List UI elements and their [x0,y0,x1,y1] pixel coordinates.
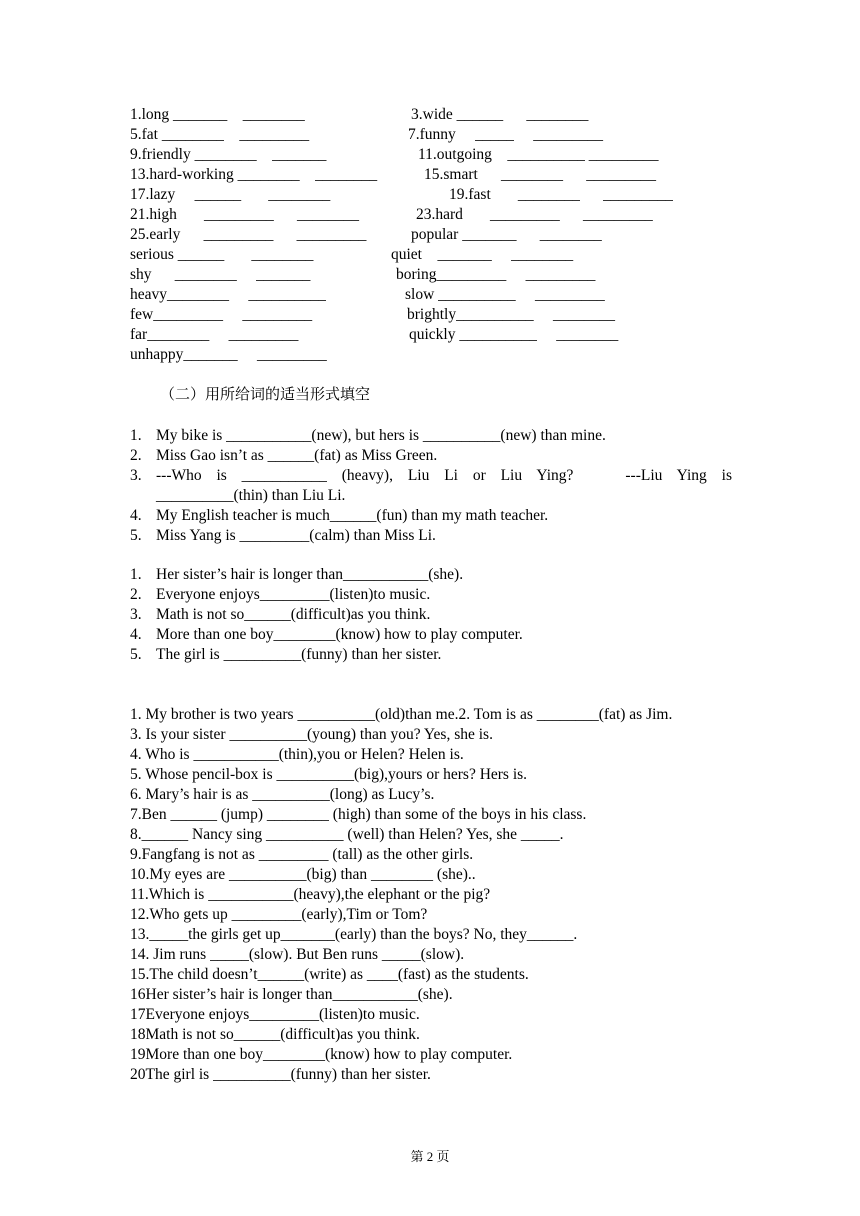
item-number: 4. [130,626,142,643]
list-item: 9.Fangfang is not as _________ (tall) as the other girls. [130,846,474,863]
item-number: 4. [130,507,142,524]
item-number: 5. [130,527,142,544]
grid-cell-left: 5.fat ________ _________ [130,126,310,143]
list-item: 20The girl is __________(funny) than her sister. [130,1066,431,1083]
grid-cell-left: shy ________ _______ [130,266,311,283]
list-item [130,605,732,625]
grid-cell-right: quickly __________ ________ [409,326,619,343]
item-text: The girl is __________(funny) than her sister. [156,646,442,663]
list-item: 15.The child doesn’t______(write) as ____(fast) as the students. [130,966,529,983]
word-form-grid [130,105,730,365]
grid-cell-right: 7.funny _____ _________ [408,126,604,143]
item-text: Miss Gao isn’t as ______(fat) as Miss Green. [156,447,438,464]
grid-row [130,105,730,125]
grid-cell-left: far________ _________ [130,326,299,343]
grid-row [130,345,730,365]
grid-cell-right: brightly__________ ________ [407,306,615,323]
section-title: （二）用所给词的适当形式填空 [160,385,371,403]
grid-cell-right: 11.outgoing __________ _________ [418,146,659,163]
exercise-list-3 [130,705,730,1085]
grid-row [130,165,730,185]
grid-cell-left: 17.lazy ______ ________ [130,186,331,203]
item-number: 2. [130,586,142,603]
list-item: 5. Whose pencil-box is __________(big),yours or hers? Hers is. [130,766,528,783]
item-text: My bike is ___________(new), but hers is __________(new) than mine. [156,427,606,444]
list-item: 14. Jim runs _____(slow). But Ben runs _____(slow). [130,946,465,963]
list-item: 4. Who is ___________(thin),you or Helen? Helen is. [130,746,464,763]
page-number: 第 2 页 [410,1149,450,1164]
item-number: 1. [130,427,142,444]
list-item [130,645,732,665]
item-text: More than one boy________(know) how to play computer. [156,626,523,643]
item-text: ---Who is ___________ (heavy), Liu Li or Liu Ying? ---Liu Ying is __________(thin) than Liu Li. [156,467,736,504]
grid-row [130,225,730,245]
grid-row [130,125,730,145]
list-item: 16Her sister’s hair is longer than___________(she). [130,986,453,1003]
list-item [130,466,736,506]
grid-cell-right: 23.hard _________ _________ [416,206,653,223]
item-text: Miss Yang is _________(calm) than Miss Li. [156,527,436,544]
list-item: 10.My eyes are __________(big) than ________ (she).. [130,866,476,883]
grid-cell-right: boring_________ _________ [396,266,596,283]
grid-row [130,205,730,225]
list-item: 19More than one boy________(know) how to play computer. [130,1046,513,1063]
grid-cell-left: 1.long _______ ________ [130,106,305,123]
list-item [130,585,732,605]
list-item [130,426,732,446]
grid-cell-left: heavy________ __________ [130,286,326,303]
exercise-list-1 [130,426,736,546]
list-item [130,625,732,645]
list-item: 18Math is not so______(difficult)as you think. [130,1026,420,1043]
grid-cell-left: 25.early _________ _________ [130,226,367,243]
list-item: 13._____the girls get up_______(early) than the boys? No, they______. [130,926,578,943]
grid-cell-right: 19.fast ________ _________ [449,186,673,203]
list-item: 1. My brother is two years __________(old)than me.2. Tom is as ________(fat) as Jim. [130,706,673,723]
item-text: My English teacher is much______(fun) than my math teacher. [156,507,549,524]
item-number: 2. [130,447,142,464]
grid-cell-left: few_________ _________ [130,306,313,323]
list-item [130,526,732,546]
item-number: 3. [130,467,142,484]
grid-cell-right: popular _______ ________ [411,226,602,243]
list-item: 6. Mary’s hair is as __________(long) as Lucy’s. [130,786,435,803]
list-item: 7.Ben ______ (jump) ________ (high) than some of the boys in his class. [130,806,587,823]
grid-row [130,145,730,165]
grid-row [130,185,730,205]
list-item [130,506,732,526]
grid-cell-left: 9.friendly ________ _______ [130,146,327,163]
grid-cell-right: 3.wide ______ ________ [411,106,589,123]
item-number: 1. [130,566,142,583]
grid-cell-left: 13.hard-working ________ ________ [130,166,378,183]
grid-row [130,285,730,305]
exercise-list-2 [130,565,732,665]
list-item: 11.Which is ___________(heavy),the elephant or the pig? [130,886,491,903]
list-item: 8.______ Nancy sing __________ (well) than Helen? Yes, she _____. [130,826,564,843]
grid-row [130,325,730,345]
item-text: Math is not so______(difficult)as you think. [156,606,431,623]
list-item [130,446,732,466]
list-item: 12.Who gets up _________(early),Tim or Tom? [130,906,428,923]
grid-row [130,265,730,285]
grid-cell-right: 15.smart ________ _________ [424,166,657,183]
grid-row [130,305,730,325]
grid-row [130,245,730,265]
item-number: 3. [130,606,142,623]
grid-cell-left: serious ______ ________ [130,246,314,263]
grid-cell-left: 21.high _________ ________ [130,206,360,223]
list-item [130,565,732,585]
item-text: Her sister’s hair is longer than___________(she). [156,566,464,583]
item-text: Everyone enjoys_________(listen)to music. [156,586,431,603]
grid-cell-right: slow __________ _________ [405,286,605,303]
grid-cell-left: unhappy_______ _________ [130,346,327,363]
item-number: 5. [130,646,142,663]
list-item: 3. Is your sister __________(young) than you? Yes, she is. [130,726,493,743]
list-item: 17Everyone enjoys_________(listen)to music. [130,1006,420,1023]
grid-cell-right: quiet _______ ________ [391,246,574,263]
